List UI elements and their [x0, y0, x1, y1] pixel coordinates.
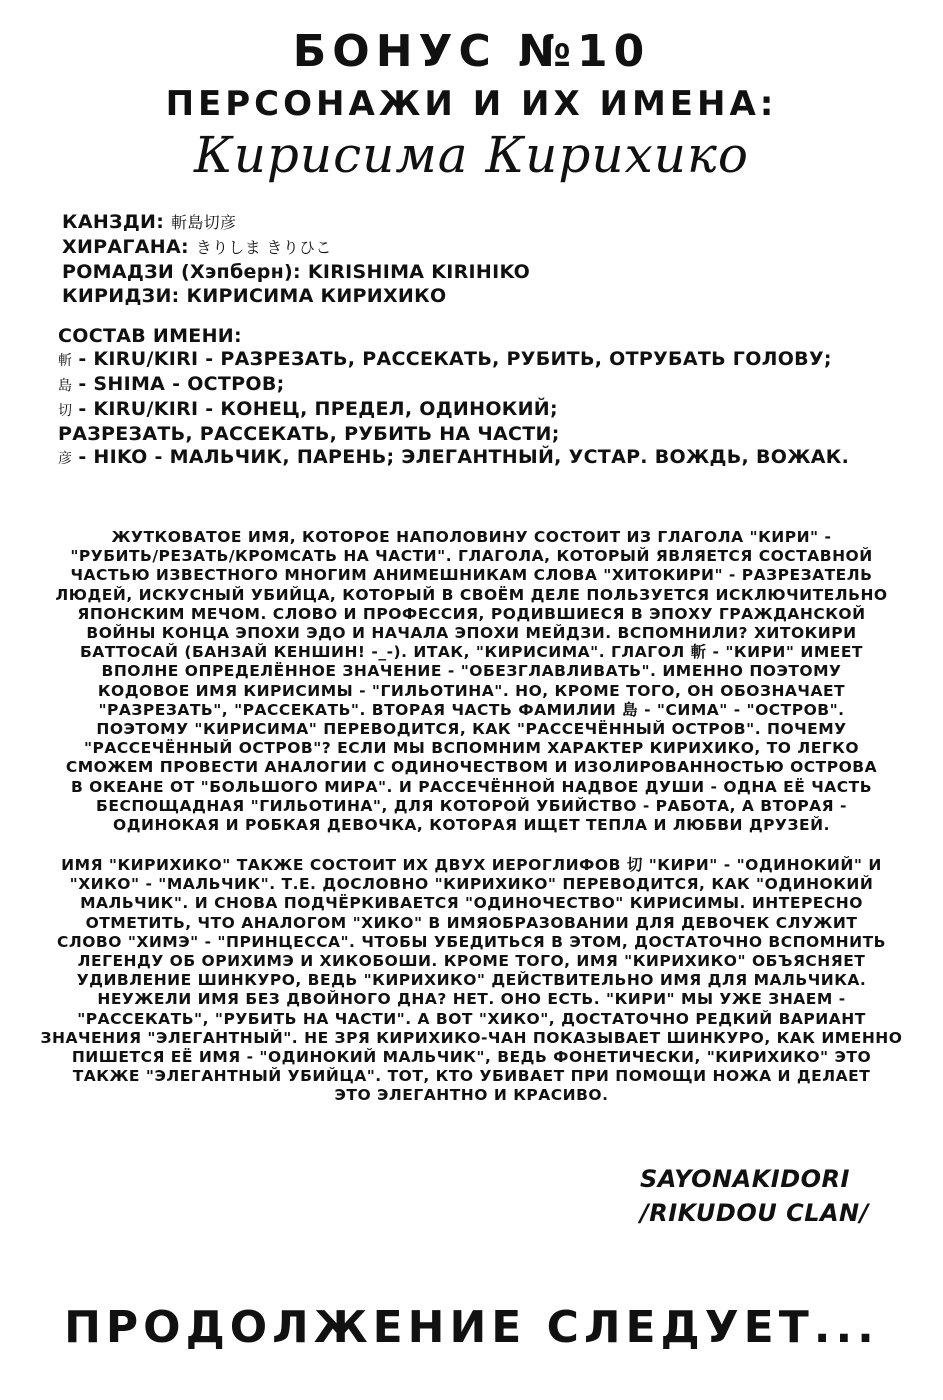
paragraph-line: ВПОЛНЕ ОПРЕДЕЛЁННОЕ ЗНАЧЕНИЕ - "ОБЕЗГЛАВЛИВАТЬ". ИМЕННО ПОЭТОМУ: [101, 662, 842, 681]
signature-name: SAYONAKIDORI: [640, 1165, 850, 1193]
composition-kanji: 斬: [58, 353, 73, 369]
info-row-kiriji: [62, 284, 446, 308]
info-label: КИРИДЗИ:: [62, 285, 180, 307]
composition-text: - HIKO - МАЛЬЧИК, ПАРЕНЬ; ЭЛЕГАНТНЫЙ, УСТАР. ВОЖДЬ, ВОЖАК.: [78, 446, 850, 468]
paragraph-line: "ХИКО" - "МАЛЬЧИК". Т.Е. ДОСЛОВНО "КИРИХИКО" ПЕРЕВОДИТСЯ, КАК "ОДИНОКИЙ: [69, 875, 874, 894]
composition-kanji: 切: [58, 403, 73, 419]
translator-signature: [640, 1162, 920, 1230]
paragraph-line: "РАССЕЧЁННЫЙ ОСТРОВ"? ЕСЛИ МЫ ВСПОМНИМ ХАРАКТЕР КИРИХИКО, ТО ЛЕГКО: [83, 739, 860, 758]
to-be-continued: ПРОДОЛЖЕНИЕ СЛЕДУЕТ...: [64, 1302, 879, 1353]
composition-text: - KIRU/KIRI - КОНЕЦ, ПРЕДЕЛ, ОДИНОКИЙ;: [78, 398, 558, 420]
paragraph-line: СМОЖЕМ ПРОВЕСТИ АНАЛОГИИ С ОДИНОЧЕСТВОМ И ИЗОЛИРОВАННОСТЬЮ ОСТРОВА: [65, 758, 878, 777]
paragraph-line: ТАКЖЕ "ЭЛЕГАНТНЫЙ УБИЙЦА". ТОТ, КТО УБИВАЕТ ПРИ ПОМОЩИ НОЖА И ДЕЛАЕТ: [72, 1067, 871, 1086]
info-value: KIRISHIMA KIRIHIKO: [307, 261, 531, 283]
paragraph-line: ЗНАЧЕНИЯ "ЭЛЕГАНТНЫЙ". НЕ ЗРЯ КИРИХИКО-ЧАН ПОКАЗЫВАЕТ ШИНКУРО, КАК ИМЕННО: [40, 1028, 903, 1047]
composition-line: [58, 423, 560, 446]
composition-text: РАЗРЕЗАТЬ, РАССЕКАТЬ, РУБИТЬ НА ЧАСТИ;: [58, 423, 560, 445]
paragraph-line: НЕУЖЕЛИ ИМЯ БЕЗ ДВОЙНОГО ДНА? НЕТ. ОНО ЕСТЬ. "КИРИ" МЫ УЖЕ ЗНАЕМ -: [97, 990, 846, 1009]
paragraph-line: В ОКЕАНЕ ОТ "БОЛЬШОГО МИРА". И РАССЕЧЁННОЙ НАДВОЕ ДУШИ - ОДНА ЕЁ ЧАСТЬ: [70, 777, 873, 796]
paragraph-line: ИМЯ "КИРИХИКО" ТАКЖЕ СОСТОИТ ИХ ДВУХ ИЕРОГЛИФОВ 切 "КИРИ" - "ОДИНОКИЙ" И: [61, 856, 882, 874]
paragraph-line: ЯПОНСКИМ МЕЧОМ. СЛОВО И ПРОФЕССИЯ, РОДИВШИЕСЯ В ЭПОХУ ГРАЖДАНСКОЙ: [77, 604, 866, 623]
composition-text: - KIRU/KIRI - РАЗРЕЗАТЬ, РАССЕКАТЬ, РУБИТЬ, ОТРУБАТЬ ГОЛОВУ;: [78, 348, 832, 370]
paragraph-line: "РАЗРЕЗАТЬ", "РАССЕКАТЬ". ВТОРАЯ ЧАСТЬ ФАМИЛИИ 島 - "СИМА" - "ОСТРОВ".: [98, 700, 845, 719]
signature-clan: /RIKUDOU CLAN/: [640, 1199, 869, 1227]
paragraph-line: ПОЭТОМУ "КИРИСИМА" ПЕРЕВОДИТСЯ, КАК "РАССЕЧЁННЫЙ ОСТРОВ". ПОЧЕМУ: [96, 720, 847, 739]
composition-line: [58, 348, 832, 373]
composition-line: [58, 398, 558, 423]
composition-heading: СОСТАВ ИМЕНИ:: [58, 325, 242, 347]
paragraph-line: ЛЕГЕНДУ ОБ ОРИХИМЭ И ХИКОБОШИ. КРОМЕ ТОГО, ИМЯ "КИРИХИКО" ОБЪЯСНЯЕТ: [77, 952, 866, 971]
paragraph-line: МАЛЬЧИК". И СНОВА ПОДЧЁРКИВАЕТСЯ "ОДИНОЧЕСТВО" КИРИСИМЫ. ИНТЕРЕСНО: [80, 894, 863, 913]
info-row-hiragana: [62, 235, 332, 260]
composition-line: [58, 373, 285, 398]
paragraph-line: КОДОВОЕ ИМЯ КИРИСИМЫ - "ГИЛЬОТИНА". НО, КРОМЕ ТОГО, ОН ОБОЗНАЧАЕТ: [97, 681, 846, 700]
paragraph-line: ПИШЕТСЯ ЕЁ ИМЯ - "ОДИНОКИЙ МАЛЬЧИК", ВЕДЬ ФОНЕТИЧЕСКИ, "КИРИХИКО" ЭТО: [71, 1048, 872, 1067]
name-info-block: [62, 210, 922, 308]
paragraph-line: ЖУТКОВАТОЕ ИМЯ, КОТОРОЕ НАПОЛОВИНУ СОСТОИТ ИЗ ГЛАГОЛА "КИРИ" -: [111, 528, 832, 546]
info-label: РОМАДЗИ (Хэпберн):: [62, 261, 301, 283]
paragraph-line: ОТМЕТИТЬ, ЧТО АНАЛОГОМ "ХИКО" В ИМЯОБРАЗОВАНИИ ДЛЯ ДЕВОЧЕК СЛУЖИТ: [85, 913, 858, 932]
paragraph-kirihiko: [20, 856, 923, 1106]
name-composition-block: [58, 325, 928, 471]
paragraph-line: БАТТОСАЙ (БАНЗАЙ КЕНШИН! -_-). ИТАК, "КИРИСИМА". ГЛАГОЛ 斬 - "КИРИ" ИМЕЕТ: [79, 643, 864, 662]
character-name-title: Кирисима Кирихико: [194, 126, 749, 184]
paragraph-line: БЕСПОЩАДНАЯ "ГИЛЬОТИНА", ДЛЯ КОТОРОЙ УБИЙСТВО - РАБОТА, А ВТОРАЯ -: [96, 796, 847, 815]
bonus-title: БОНУС №10: [292, 26, 651, 77]
paragraph-line: СЛОВО "ХИМЭ" - "ПРИНЦЕССА". ЧТОБЫ УБЕДИТЬСЯ В ЭТОМ, ДОСТАТОЧНО ВСПОМНИТЬ: [57, 932, 886, 951]
info-label: ХИРАГАНА:: [62, 236, 189, 258]
info-value: 斬島切彦: [171, 213, 237, 232]
paragraph-line: ЭТО ЭЛЕГАНТНО И КРАСИВО.: [334, 1086, 609, 1105]
composition-kanji: 彦: [58, 451, 73, 467]
composition-line: [58, 446, 849, 471]
paragraph-line: ОДИНОКАЯ И РОБКАЯ ДЕВОЧКА, КОТОРАЯ ИЩЕТ ТЕПЛА И ЛЮБВИ ДРУЗЕЙ.: [113, 816, 830, 835]
paragraph-line: УДИВЛЕНИЕ ШИНКУРО, ВЕДЬ "КИРИХИКО" ДЕЙСТВИТЕЛЬНО ИМЯ ДЛЯ МАЛЬЧИКА.: [76, 971, 867, 990]
info-label: КАНЗДИ:: [62, 211, 165, 233]
composition-kanji: 島: [58, 378, 73, 394]
paragraph-line: "РУБИТЬ/РЕЗАТЬ/КРОМСАТЬ НА ЧАСТИ". ГЛАГОЛА, КОТОРЫЙ ЯВЛЯЕТСЯ СОСТАВНОЙ: [70, 547, 873, 566]
paragraph-line: ВОЙНЫ КОНЦА ЭПОХИ ЭДО И НАЧАЛА ЭПОХИ МЕЙДЗИ. ВСПОМНИЛИ? ХИТОКИРИ: [86, 624, 857, 643]
info-value: КИРИСИМА КИРИХИКО: [186, 285, 447, 307]
section-subtitle: ПЕРСОНАЖИ И ИХ ИМЕНА:: [165, 84, 778, 124]
paragraph-line: ЧАСТЬЮ ИЗВЕСТНОГО МНОГИМ АНИМЕШНИКАМ СЛОВА "ХИТОКИРИ" - РАЗРЕЗАТЕЛЬ: [70, 566, 873, 585]
paragraph-line: "РАССЕКАТЬ", "РУБИТЬ НА ЧАСТИ". А ВОТ "ХИКО", ДОСТАТОЧНО РЕДКИЙ ВАРИАНТ: [77, 1009, 866, 1028]
paragraph-kirishima: [20, 528, 923, 835]
info-row-kanji: [62, 210, 236, 235]
composition-text: - SHIMA - ОСТРОВ;: [78, 373, 285, 395]
info-value: きりしま きりひこ: [195, 238, 332, 257]
paragraph-line: ЛЮДЕЙ, ИСКУСНЫЙ УБИЙЦА, КОТОРЫЙ В СВОЁМ ДЕЛЕ ПОЛЬЗУЕТСЯ ИСКЛЮЧИТЕЛЬНО: [55, 585, 888, 604]
info-row-romaji: [62, 260, 530, 284]
